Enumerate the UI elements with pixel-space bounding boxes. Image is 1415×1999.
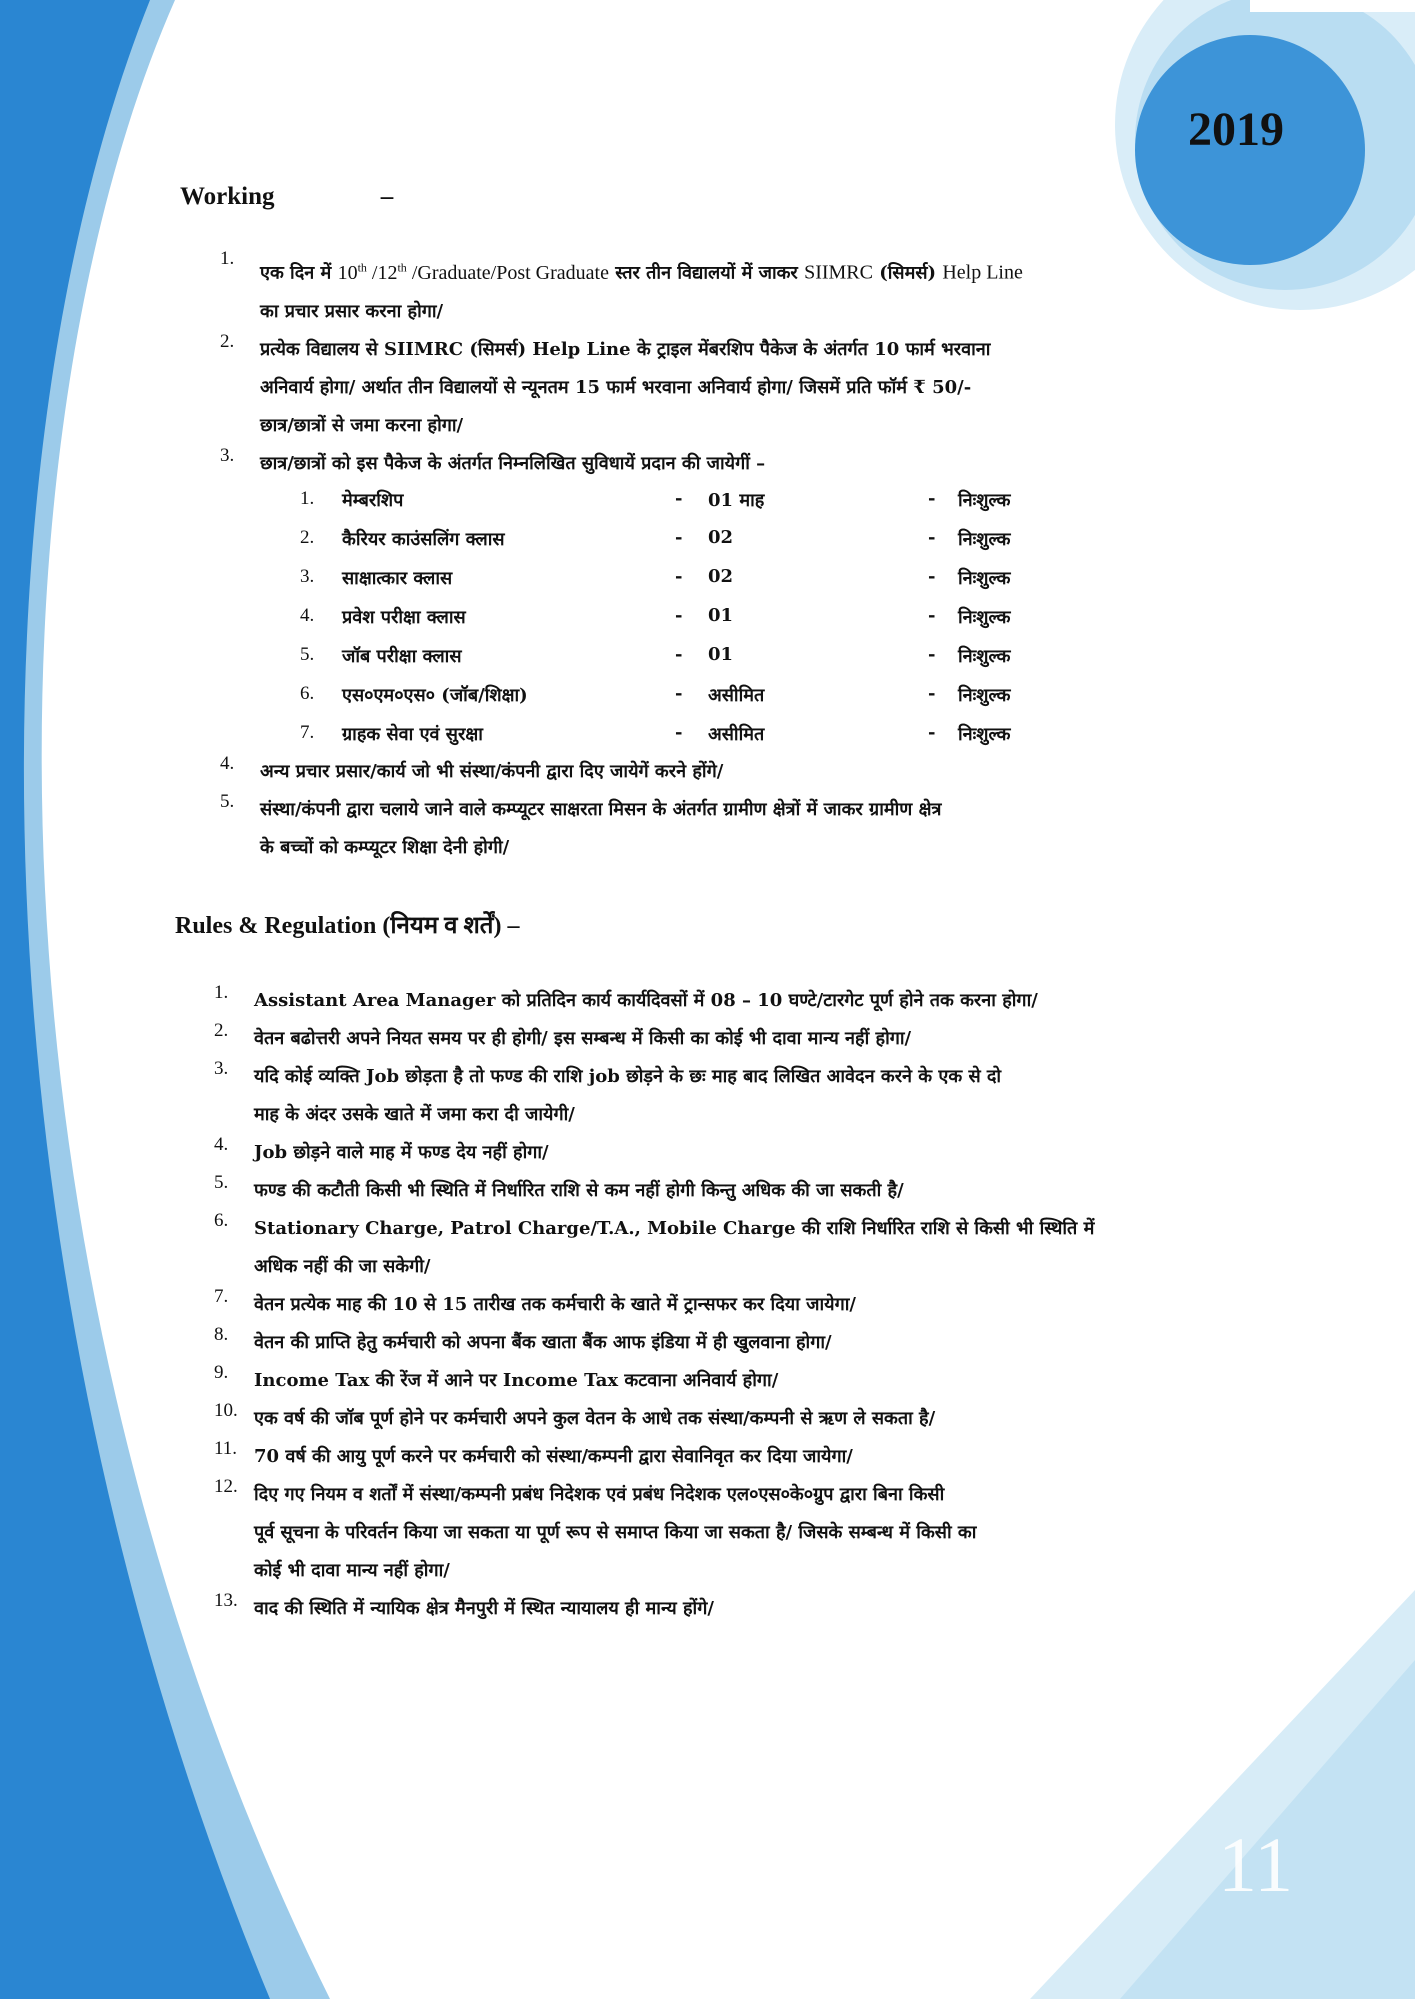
facility-qty: 02 bbox=[708, 527, 734, 548]
facility-number: 4. bbox=[300, 605, 315, 626]
rule-line: दिए गए नियम व शर्तों में संस्था/कम्पनी प्रबंध निदेशक एवं प्रबंध निदेशक एल०एस०के०ग्रुप द्वारा बिना किसी bbox=[254, 1484, 945, 1505]
facility-qty: 01 bbox=[708, 644, 734, 665]
facility-qty: 01 माह bbox=[708, 490, 765, 511]
rule-line: वेतन प्रत्येक माह की 10 से 15 तारीख तक कर्मचारी के खाते में ट्रान्सफर कर दिया जायेगा/ bbox=[254, 1294, 856, 1315]
facility-row bbox=[300, 558, 1100, 597]
working-item-line: के बच्चों को कम्प्यूटर शिक्षा देनी होगी/ bbox=[260, 837, 510, 858]
rule-line: वेतन बढोत्तरी अपने नियत समय पर ही होगी/ इस सम्बन्ध में किसी का कोई भी दावा मान्य नहीं होगा/ bbox=[254, 1028, 912, 1049]
rule-item bbox=[214, 1172, 1094, 1210]
rule-item bbox=[214, 1362, 1094, 1400]
rule-line: Job छोड़ने वाले माह में फण्ड देय नहीं होगा/ bbox=[254, 1142, 549, 1163]
facility-dash: - bbox=[928, 605, 936, 626]
facility-qty: असीमित bbox=[708, 685, 765, 706]
facility-number: 3. bbox=[300, 566, 315, 587]
rule-number: 9. bbox=[214, 1362, 229, 1383]
facility-number: 5. bbox=[300, 644, 315, 665]
working-item bbox=[220, 753, 941, 791]
facility-qty: 01 bbox=[708, 605, 734, 626]
facility-dash: - bbox=[675, 683, 683, 704]
facility-number: 7. bbox=[300, 722, 315, 743]
rule-number: 1. bbox=[214, 982, 229, 1003]
facility-name: ग्राहक सेवा एवं सुरक्षा bbox=[342, 724, 483, 745]
working-item bbox=[220, 445, 1023, 483]
facility-row bbox=[300, 675, 1100, 714]
facility-dash: - bbox=[928, 527, 936, 548]
working-item-line: अन्य प्रचार प्रसार/कार्य जो भी संस्था/कंपनी द्वारा दिए जायेगें करने होंगे/ bbox=[260, 761, 724, 782]
working-item bbox=[220, 791, 941, 867]
rule-item bbox=[214, 1324, 1094, 1362]
working-list bbox=[220, 248, 1023, 483]
facility-dash: - bbox=[928, 722, 936, 743]
facility-name: एस०एम०एस० (जॉब/शिक्षा) bbox=[342, 685, 528, 706]
rule-item bbox=[214, 1134, 1094, 1172]
rule-number: 12. bbox=[214, 1476, 238, 1497]
rule-line: अधिक नहीं की जा सकेगी/ bbox=[254, 1256, 431, 1277]
working-item-line: छात्र/छात्रों को इस पैकेज के अंतर्गत निम्नलिखित सुविधायें प्रदान की जायेगीं – bbox=[260, 452, 766, 474]
rule-line: यदि कोई व्यक्ति Job छोड़ता है तो फण्ड की राशि job छोड़ने के छः माह बाद लिखित आवेदन करने के एक से दो bbox=[254, 1066, 1002, 1087]
rule-number: 13. bbox=[214, 1590, 238, 1611]
facility-fee: निःशुल्क bbox=[958, 607, 1011, 628]
rule-number: 6. bbox=[214, 1210, 229, 1231]
working-title: Working bbox=[180, 183, 275, 210]
working-item-text-1a: एक दिन में 10th /12th /Graduate/Post Graduate स्तर तीन विद्यालयों में जाकर SIIMRC (सिमर्स) Help Line bbox=[260, 260, 1023, 284]
rule-number: 4. bbox=[214, 1134, 229, 1155]
working-item-line: अनिवार्य होगा/ अर्थात तीन विद्यालयों से न्यूनतम 15 फार्म भरवाना अनिवार्य होगा/ जिसमें प्रति फॉर्म ₹ 50/- bbox=[260, 376, 972, 398]
rule-line: वेतन की प्राप्ति हेतु कर्मचारी को अपना बैंक खाता बैंक आफ इंडिया में ही खुलवाना होगा/ bbox=[254, 1332, 832, 1353]
rule-item bbox=[214, 1286, 1094, 1324]
facility-dash: - bbox=[675, 527, 683, 548]
rule-number: 11. bbox=[214, 1438, 238, 1459]
facility-dash: - bbox=[928, 566, 936, 587]
facility-row bbox=[300, 519, 1100, 558]
facility-fee: निःशुल्क bbox=[958, 568, 1011, 589]
facility-qty: असीमित bbox=[708, 724, 765, 745]
facility-dash: - bbox=[928, 488, 936, 509]
facility-row bbox=[300, 597, 1100, 636]
facility-dash: - bbox=[675, 644, 683, 665]
working-item-line: संस्था/कंपनी द्वारा चलाये जाने वाले कम्प्यूटर साक्षरता मिसन के अंतर्गत ग्रामीण क्षेत्रों में जाकर ग्रामीण क्षेत्र bbox=[260, 799, 942, 820]
facility-dash: - bbox=[675, 566, 683, 587]
rule-line: वाद की स्थिति में न्यायिक क्षेत्र मैनपुरी में स्थित न्यायालय ही मान्य होंगे/ bbox=[254, 1598, 714, 1619]
facility-name: जॉब परीक्षा क्लास bbox=[342, 646, 462, 667]
rule-item bbox=[214, 1020, 1094, 1058]
facility-fee: निःशुल्क bbox=[958, 685, 1011, 706]
working-item bbox=[220, 248, 1023, 331]
facility-name: प्रवेश परीक्षा क्लास bbox=[342, 607, 466, 628]
rule-line: एक वर्ष की जॉब पूर्ण होने पर कर्मचारी अपने कुल वेतन के आधे तक संस्था/कम्पनी से ऋण ले सकता है/ bbox=[254, 1408, 936, 1429]
rule-number: 8. bbox=[214, 1324, 229, 1345]
rule-line: Income Tax की रेंज में आने पर Income Tax कटवाना अनिवार्य होगा/ bbox=[254, 1370, 779, 1391]
rule-line: 70 वर्ष की आयु पूर्ण करने पर कर्मचारी को संस्था/कम्पनी द्वारा सेवानिवृत कर दिया जायेगा/ bbox=[254, 1446, 853, 1467]
facility-number: 2. bbox=[300, 527, 315, 548]
facility-fee: निःशुल्क bbox=[958, 724, 1011, 745]
facility-fee: निःशुल्क bbox=[958, 646, 1011, 667]
working-list-continued bbox=[220, 753, 941, 867]
facility-qty: 02 bbox=[708, 566, 734, 587]
working-dash: – bbox=[380, 183, 394, 210]
rules-list bbox=[214, 982, 1094, 1628]
facility-name: कैरियर काउंसलिंग क्लास bbox=[342, 529, 505, 550]
working-heading bbox=[180, 183, 393, 211]
facility-number: 1. bbox=[300, 488, 315, 509]
working-item-text-1b: का प्रचार प्रसार करना होगा/ bbox=[260, 300, 444, 322]
rule-number: 2. bbox=[214, 1020, 229, 1041]
facility-dash: - bbox=[928, 644, 936, 665]
working-item-number: 4. bbox=[220, 753, 235, 774]
facility-dash: - bbox=[675, 605, 683, 626]
facility-fee: निःशुल्क bbox=[958, 529, 1011, 550]
facility-name: मेम्बरशिप bbox=[342, 490, 404, 511]
rule-line: माह के अंदर उसके खाते में जमा करा दी जायेगी/ bbox=[254, 1104, 575, 1125]
working-item bbox=[220, 331, 1023, 445]
rule-item bbox=[214, 1058, 1094, 1134]
facility-dash: - bbox=[675, 722, 683, 743]
facility-row bbox=[300, 636, 1100, 675]
facilities-table bbox=[300, 480, 1100, 753]
working-item-line: प्रत्येक विद्यालय से SIIMRC (सिमर्स) Help Line के ट्राइल मेंबरशिप पैकेज के अंतर्गत 10 फार्म भरवाना bbox=[260, 338, 991, 360]
rule-line: Assistant Area Manager को प्रतिदिन कार्य कार्यदिवसों में 08 – 10 घण्टे/टारगेट पूर्ण होने तक करना होगा/ bbox=[254, 990, 1038, 1011]
facility-row bbox=[300, 714, 1100, 753]
facility-row bbox=[300, 480, 1100, 519]
facility-dash: - bbox=[928, 683, 936, 704]
rules-heading: Rules & Regulation (नियम व शर्तें) – bbox=[175, 913, 520, 939]
rule-number: 5. bbox=[214, 1172, 229, 1193]
rule-item bbox=[214, 1400, 1094, 1438]
working-item-number: 5. bbox=[220, 791, 235, 812]
rule-number: 3. bbox=[214, 1058, 229, 1079]
rule-item bbox=[214, 1476, 1094, 1590]
rule-item bbox=[214, 1438, 1094, 1476]
rule-number: 10. bbox=[214, 1400, 238, 1421]
rule-line: फण्ड की कटौती किसी भी स्थिति में निर्धारित राशि से कम नहीं होगी किन्तु अधिक की जा सकती है/ bbox=[254, 1180, 904, 1201]
rule-number: 7. bbox=[214, 1286, 229, 1307]
facility-fee: निःशुल्क bbox=[958, 490, 1011, 511]
year-label: 2019 bbox=[1188, 103, 1284, 156]
rule-item bbox=[214, 1210, 1094, 1286]
rule-line: कोई भी दावा मान्य नहीं होगा/ bbox=[254, 1560, 450, 1581]
rule-item bbox=[214, 982, 1094, 1020]
facility-name: साक्षात्कार क्लास bbox=[342, 568, 453, 589]
working-item-number: 1. bbox=[220, 248, 235, 269]
rule-line: Stationary Charge, Patrol Charge/T.A., Mobile Charge की राशि निर्धारित राशि से किसी भी स्थिति में bbox=[254, 1218, 1095, 1239]
page-number: 11 bbox=[1218, 1821, 1294, 1908]
working-item-number: 3. bbox=[220, 444, 235, 466]
working-item-number: 2. bbox=[220, 330, 235, 352]
facility-number: 6. bbox=[300, 683, 315, 704]
facility-dash: - bbox=[675, 488, 683, 509]
rule-item bbox=[214, 1590, 1094, 1628]
rule-line: पूर्व सूचना के परिवर्तन किया जा सकता या पूर्ण रूप से समाप्त किया जा सकता है/ जिसके सम्बन्ध में किसी का bbox=[254, 1522, 977, 1543]
working-item-line: छात्र/छात्रों से जमा करना होगा/ bbox=[260, 414, 464, 436]
